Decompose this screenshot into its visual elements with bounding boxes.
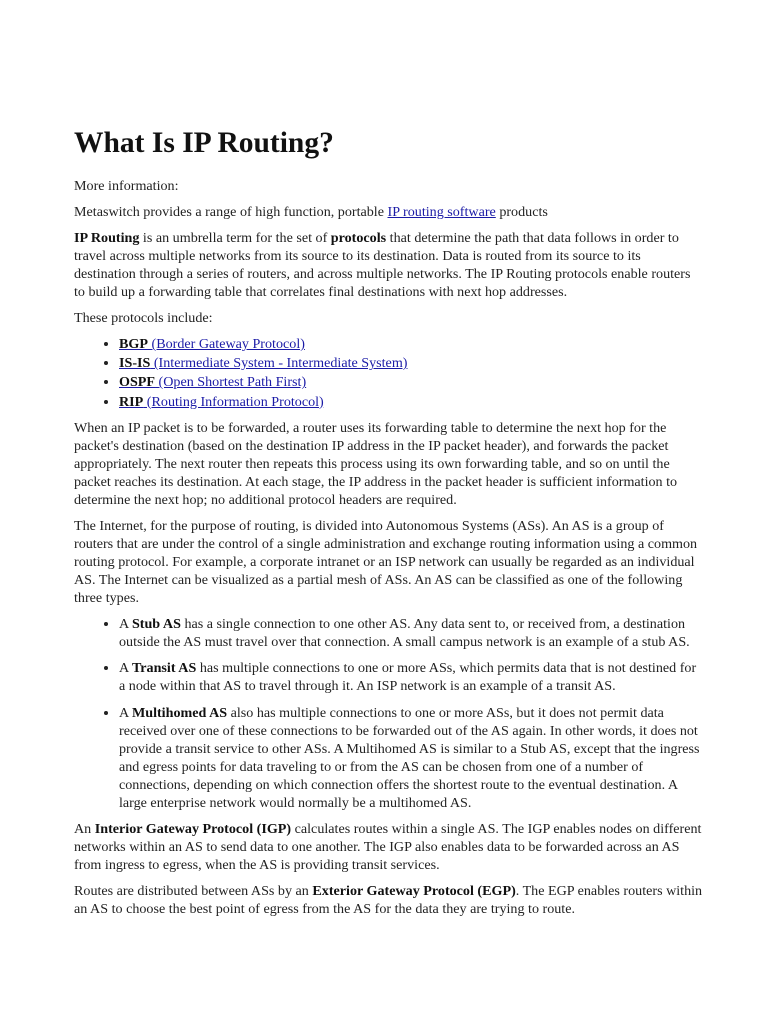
rip-link[interactable]	[119, 394, 324, 410]
protocols-term: protocols	[330, 230, 387, 246]
forwarding-paragraph: When an IP packet is to be forwarded, a router uses its forwarding table to determine the next hop for the packet's destination (based on the destination IP address in the IP packet header), and forwards the packet appropriately. The next router then repeats this process using its own forwarding table, and so on until the packet reaches its destination. At each stage, the IP address in the packet header is sufficient information to determine the next hop; no additional protocol headers are required.	[74, 419, 678, 508]
as-type-stub	[119, 615, 704, 651]
ip-routing-text-1: is an umbrella term for the set of	[139, 230, 331, 246]
as-type-term: Multihomed AS	[131, 704, 228, 721]
protocol-abbr: BGP	[119, 336, 148, 352]
as-type-description: also has multiple connections to one or more ASs, but it does not permit data received over one of these connections to be forwarded out of the AS again. In other words, it does not provide a transit service to other ASs. A Multihomed AS is similar to a Stub AS, except that the ingress and egress points for data traveling to or from the AS can be chosen from one of a number of connections, depending on which connection offers the shortest route to the eventual destination. A large enterprise network would normally be a multihomed AS.	[119, 704, 700, 811]
egp-prefix: Routes are distributed between ASs by an	[74, 883, 313, 900]
egp-paragraph	[74, 882, 704, 918]
protocol-name: (Border Gateway Protocol)	[147, 336, 305, 352]
protocol-list	[74, 335, 704, 412]
as-type-transit	[119, 659, 704, 695]
protocols-intro: These protocols include:	[74, 310, 213, 326]
as-type-prefix: A	[119, 615, 132, 632]
isis-link[interactable]	[119, 355, 407, 371]
protocol-name: (Open Shortest Path First)	[155, 374, 307, 391]
bgp-link[interactable]	[119, 336, 305, 352]
protocol-name: (Routing Information Protocol)	[143, 393, 324, 410]
more-info-label: More information:	[74, 178, 179, 194]
protocol-abbr: OSPF	[119, 374, 156, 391]
protocol-abbr: IS-IS	[119, 355, 151, 372]
igp-term: Interior Gateway Protocol (IGP)	[94, 821, 292, 838]
as-type-prefix: A	[119, 660, 132, 677]
protocol-item-isis	[119, 354, 704, 373]
page-title: What Is IP Routing?	[74, 127, 334, 159]
ip-routing-paragraph	[74, 229, 704, 301]
igp-text: calculates routes within a single AS. The IGP enables nodes on different networks within an AS to send data to one another. The IGP also enables data to be forwarded across an AS from ingress to egress, when the AS is providing transit services.	[74, 821, 702, 874]
as-type-term: Stub AS	[131, 615, 181, 632]
egp-term: Exterior Gateway Protocol (EGP)	[312, 883, 516, 900]
ospf-link[interactable]	[119, 374, 306, 390]
as-type-multihomed	[119, 704, 704, 812]
intro-paragraph	[74, 203, 704, 221]
protocol-item-bgp	[119, 335, 704, 354]
igp-paragraph	[74, 820, 704, 874]
intro-text-after: products	[495, 204, 548, 220]
as-type-list	[74, 615, 704, 812]
protocol-abbr: RIP	[119, 393, 144, 410]
ip-routing-term: IP Routing	[74, 230, 140, 246]
article-body	[74, 126, 704, 926]
igp-prefix: An	[74, 821, 95, 838]
ip-routing-text-2: that determine the path that data follows in order to travel across multiple networks from its source to its destination. Data is routed from its source to its destination through a series of routers, and across multiple networks. The IP Routing protocols enable routers to build up a forwarding table that correlates final destinations with next hop addresses.	[74, 230, 691, 300]
intro-text-before: Metaswitch provides a range of high function, portable	[74, 204, 388, 220]
as-type-term: Transit AS	[131, 660, 197, 677]
internet-paragraph: The Internet, for the purpose of routing, is divided into Autonomous Systems (ASs). An AS is a group of routers that are under the control of a single administration and exchange routing information using a common routing protocol. For example, a corporate intranet or an ISP network can usually be regarded as an individual AS. The Internet can be visualized as a partial mesh of ASs. An AS can be classified as one of the following three types.	[74, 517, 698, 606]
protocol-item-rip	[119, 393, 704, 412]
protocol-name: (Intermediate System - Intermediate System)	[150, 355, 408, 372]
as-type-description: has a single connection to one other AS. Any data sent to, or received from, a destination outside the AS must travel over that connection. A small campus network is an example of a stub AS.	[119, 615, 690, 650]
as-type-description: has multiple connections to one or more ASs, which permits data that is not destined for a node within that AS to travel through it. An ISP network is an example of a transit AS.	[119, 660, 697, 695]
ip-routing-software-link[interactable]: IP routing software	[387, 204, 496, 220]
egp-text: . The EGP enables routers within an AS to choose the best point of egress from the AS for the data they are trying to route.	[74, 883, 703, 918]
as-type-prefix: A	[119, 704, 132, 721]
protocol-item-ospf	[119, 373, 704, 392]
